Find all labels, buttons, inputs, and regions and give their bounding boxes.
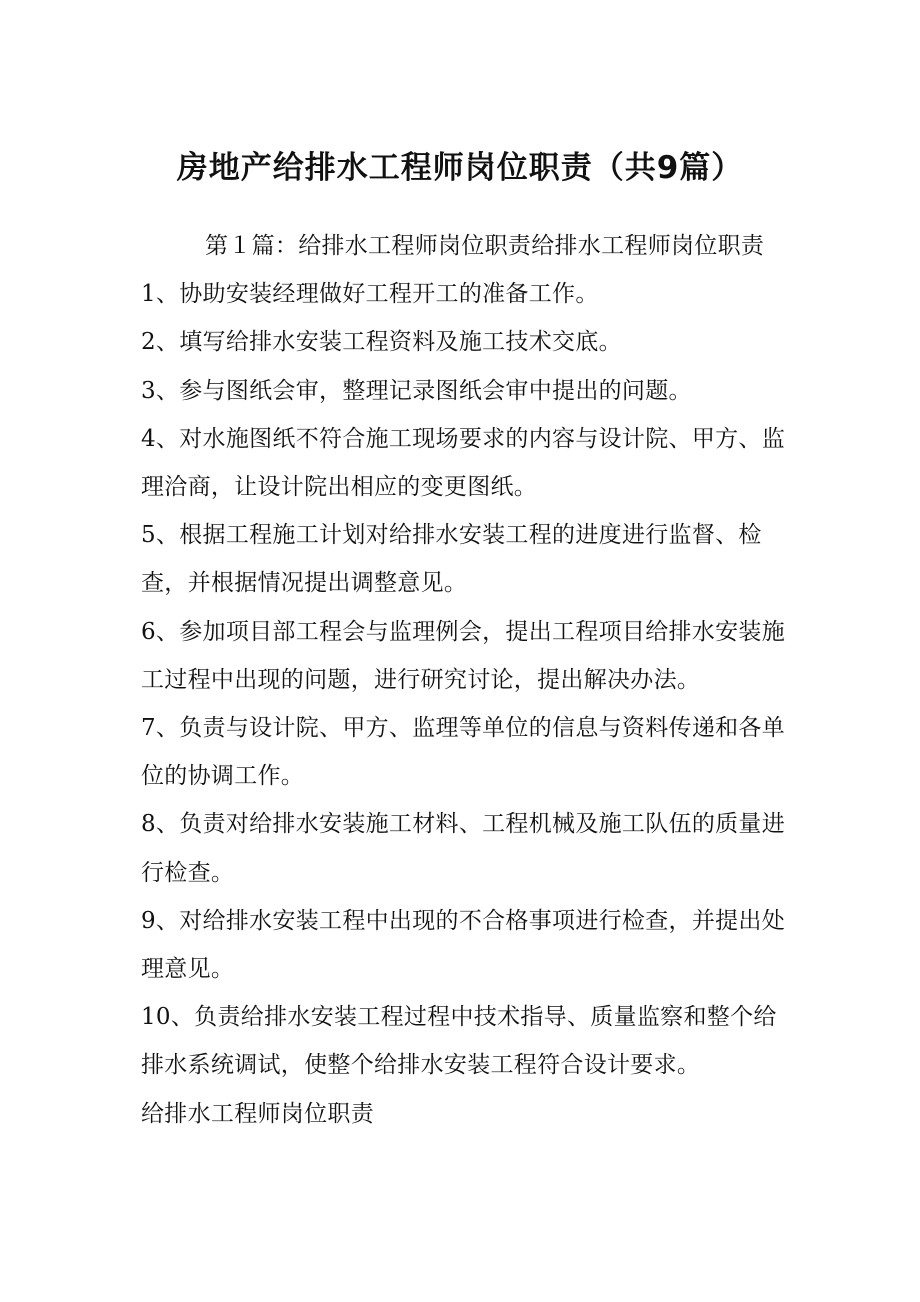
paragraph-item-1: 1、协助安装经理做好工程开工的准备工作。: [141, 281, 599, 308]
paragraph-section-heading: 第１篇：给排水工程师岗位职责给排水工程师岗位职责: [205, 233, 765, 259]
paragraph-item-3: 3、参与图纸会审，整理记录图纸会审中提出的问题。: [141, 377, 692, 404]
paragraph-item-10: 10、负责给排水安装工程过程中技术指导、质量监察和整个给排水系统调试，使整个给排水安装工程符合设计要求。: [141, 1004, 777, 1079]
paragraph-item-7: 7、负责与设计院、甲方、监理等单位的信息与资料传递和各单位的协调工作。: [141, 715, 786, 790]
paragraph-item-6: 6、参加项目部工程会与监理例会，提出工程项目给排水安装施工过程中出现的问题，进行研究讨论，提出解决办法。: [141, 618, 786, 693]
document-title: 房地产给排水工程师岗位职责（共9篇）: [176, 150, 744, 186]
paragraph-item-9: 9、对给排水安装工程中出现的不合格事项进行检查，并提出处理意见。: [141, 907, 786, 983]
paragraph-item-8: 8、负责对给排水安装施工材料、工程机械及施工队伍的质量进行检查。: [141, 811, 786, 886]
paragraph-item-2: 2、填写给排水安装工程资料及施工技术交底。: [141, 329, 622, 356]
paragraph-item-5: 5、根据工程施工计划对给排水安装工程的进度进行监督、检查，并根据情况提出调整意见。: [141, 522, 762, 597]
document-body: [141, 222, 791, 1138]
paragraph-subheading: 给排水工程师岗位职责: [141, 1100, 374, 1127]
paragraph-item-4: 4、对水施图纸不符合施工现场要求的内容与设计院、甲方、监理洽商，让设计院出相应的变更图纸。: [141, 425, 786, 501]
